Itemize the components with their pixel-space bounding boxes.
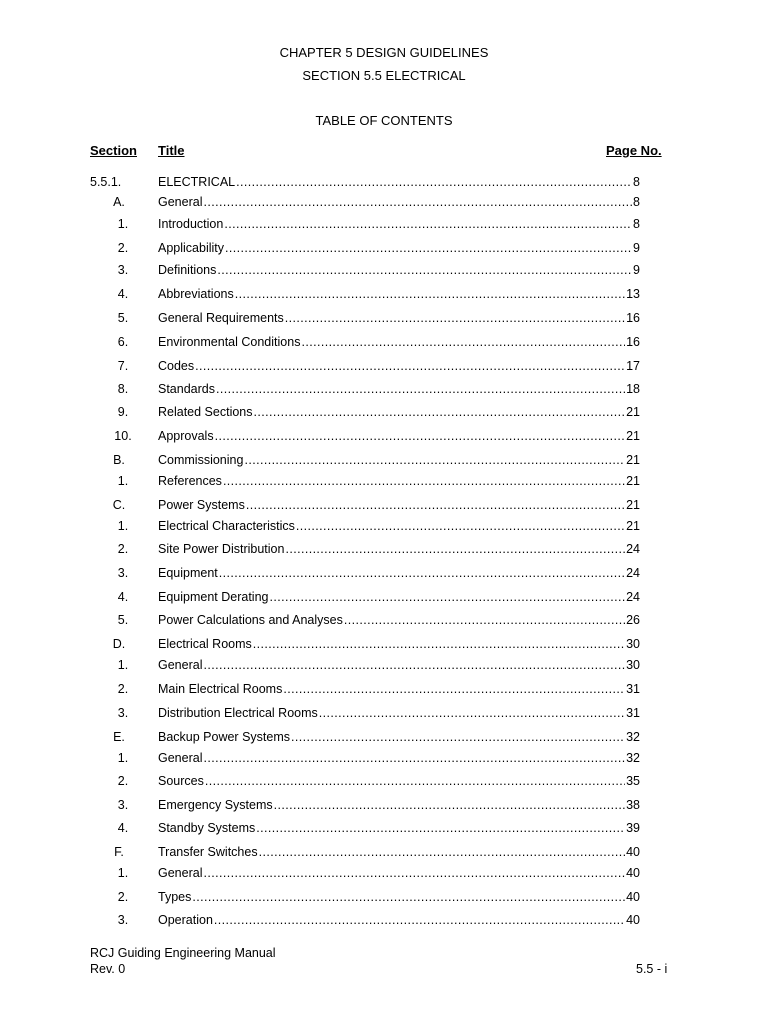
toc-entry-number: B. bbox=[113, 453, 125, 467]
column-header-title: Title bbox=[158, 143, 185, 158]
toc-entry-page: 24 bbox=[626, 566, 640, 580]
toc-entry-title: Related Sections bbox=[158, 405, 253, 419]
toc-entry-title: Approvals bbox=[158, 429, 214, 443]
toc-entry-page: 24 bbox=[626, 542, 640, 556]
dot-leader bbox=[291, 729, 625, 745]
dot-leader bbox=[219, 565, 625, 581]
toc-entry-title: Sources bbox=[158, 774, 204, 788]
toc-entry bbox=[0, 657, 768, 673]
toc-entry-number: 1. bbox=[117, 519, 129, 533]
toc-entry-number: 1. bbox=[117, 658, 129, 672]
dot-leader bbox=[223, 473, 625, 489]
toc-entry-number: 1. bbox=[117, 474, 129, 488]
toc-entry-title: General Requirements bbox=[158, 311, 284, 325]
toc-entry bbox=[0, 174, 768, 190]
toc-entry-page: 35 bbox=[626, 774, 640, 788]
toc-entry-page: 39 bbox=[626, 821, 640, 835]
toc-entry bbox=[0, 216, 768, 232]
dot-leader bbox=[259, 844, 626, 860]
toc-entry-title: Power Calculations and Analyses bbox=[158, 613, 343, 627]
toc-entry-title: Equipment Derating bbox=[158, 590, 269, 604]
toc-entry bbox=[0, 381, 768, 397]
toc-entry-title: Transfer Switches bbox=[158, 845, 258, 859]
toc-entry-page: 21 bbox=[626, 429, 640, 443]
toc-entry-number: 2. bbox=[117, 682, 129, 696]
toc-entry-page: 24 bbox=[626, 590, 640, 604]
toc-entry bbox=[0, 310, 768, 326]
toc-entry-page: 32 bbox=[626, 730, 640, 744]
toc-entry-title: Abbreviations bbox=[158, 287, 234, 301]
toc-entry-page: 17 bbox=[626, 359, 640, 373]
dot-leader bbox=[301, 334, 625, 350]
toc-entry-title: Types bbox=[158, 890, 192, 904]
toc-entry-title: Emergency Systems bbox=[158, 798, 273, 812]
toc-entry-page: 21 bbox=[626, 453, 640, 467]
toc-entry bbox=[0, 541, 768, 557]
toc-entry-title: Main Electrical Rooms bbox=[158, 682, 283, 696]
toc-entry-number: 9. bbox=[117, 405, 129, 419]
dot-leader bbox=[224, 216, 632, 232]
toc-entry-page: 26 bbox=[626, 613, 640, 627]
toc-title: TABLE OF CONTENTS bbox=[315, 113, 453, 128]
toc-entry-page: 30 bbox=[626, 658, 640, 672]
toc-entry-number: 4. bbox=[117, 590, 129, 604]
toc-entry-page: 21 bbox=[626, 519, 640, 533]
toc-entry bbox=[0, 705, 768, 721]
toc-entry-page: 16 bbox=[626, 311, 640, 325]
toc-entry-number: 2. bbox=[117, 774, 129, 788]
toc-entry-number: D. bbox=[112, 637, 126, 651]
toc-entry bbox=[0, 452, 768, 468]
dot-leader bbox=[285, 310, 625, 326]
toc-entry bbox=[0, 750, 768, 766]
dot-leader bbox=[217, 262, 632, 278]
toc-entry bbox=[0, 865, 768, 881]
dot-leader bbox=[205, 773, 625, 789]
toc-entry bbox=[0, 286, 768, 302]
footer-manual: RCJ Guiding Engineering Manual bbox=[90, 946, 276, 960]
dot-leader bbox=[344, 612, 625, 628]
toc-entry-number: F. bbox=[114, 845, 124, 859]
toc-entry bbox=[0, 820, 768, 836]
toc-entry-number: 3. bbox=[117, 706, 129, 720]
dot-leader bbox=[192, 889, 625, 905]
dot-leader bbox=[244, 452, 625, 468]
toc-entry-number: 3. bbox=[117, 913, 129, 927]
toc-entry bbox=[0, 729, 768, 745]
toc-entry-number: 3. bbox=[117, 798, 129, 812]
dot-leader bbox=[235, 286, 625, 302]
dot-leader bbox=[319, 705, 625, 721]
toc-entry bbox=[0, 240, 768, 256]
toc-entry bbox=[0, 565, 768, 581]
toc-entry-page: 13 bbox=[626, 287, 640, 301]
toc-entry-page: 40 bbox=[626, 866, 640, 880]
toc-entry-page: 32 bbox=[626, 751, 640, 765]
dot-leader bbox=[203, 194, 632, 210]
toc-entry-number: 3. bbox=[117, 566, 129, 580]
toc-entry-number: C. bbox=[112, 498, 126, 512]
toc-entry-number: 2. bbox=[117, 890, 129, 904]
column-header-section: Section bbox=[90, 143, 137, 158]
dot-leader bbox=[203, 865, 625, 881]
dot-leader bbox=[236, 174, 632, 190]
footer-revision: Rev. 0 bbox=[90, 962, 126, 976]
toc-entry-number: 1. bbox=[117, 866, 129, 880]
toc-entry bbox=[0, 797, 768, 813]
toc-entry-title: Backup Power Systems bbox=[158, 730, 290, 744]
toc-entry-number: 5. bbox=[117, 311, 129, 325]
toc-entry bbox=[0, 612, 768, 628]
toc-entry-number: 2. bbox=[117, 241, 129, 255]
toc-entry-number: 2. bbox=[117, 542, 129, 556]
toc-entry bbox=[0, 194, 768, 210]
dot-leader bbox=[203, 657, 625, 673]
toc-entry-title: Electrical Characteristics bbox=[158, 519, 295, 533]
toc-entry bbox=[0, 889, 768, 905]
toc-entry-number: 10. bbox=[114, 429, 132, 443]
toc-entry-title: ELECTRICAL bbox=[158, 175, 236, 189]
toc-entry bbox=[0, 636, 768, 652]
toc-entry-page: 16 bbox=[626, 335, 640, 349]
dot-leader bbox=[283, 681, 625, 697]
toc-entry-page: 21 bbox=[626, 405, 640, 419]
chapter-heading: CHAPTER 5 DESIGN GUIDELINES bbox=[279, 45, 489, 60]
toc-entry-title: Commissioning bbox=[158, 453, 244, 467]
dot-leader bbox=[296, 518, 625, 534]
toc-entry-title: Site Power Distribution bbox=[158, 542, 285, 556]
dot-leader bbox=[215, 428, 626, 444]
toc-entry-page: 9 bbox=[633, 241, 640, 255]
toc-entry-page: 31 bbox=[626, 682, 640, 696]
toc-entry-number: 1. bbox=[117, 751, 129, 765]
dot-leader bbox=[253, 636, 625, 652]
toc-entry bbox=[0, 518, 768, 534]
dot-leader bbox=[214, 912, 625, 928]
toc-entry-page: 8 bbox=[633, 175, 640, 189]
toc-entry-number: A. bbox=[113, 195, 125, 209]
toc-entry-title: Environmental Conditions bbox=[158, 335, 301, 349]
toc-entry-number: 7. bbox=[117, 359, 129, 373]
dot-leader bbox=[195, 358, 625, 374]
dot-leader bbox=[203, 750, 625, 766]
toc-entry-page: 30 bbox=[626, 637, 640, 651]
toc-entry-title: Codes bbox=[158, 359, 195, 373]
dot-leader bbox=[246, 497, 625, 513]
toc-entry-page: 40 bbox=[626, 845, 640, 859]
dot-leader bbox=[254, 404, 626, 420]
toc-entry-number: 4. bbox=[117, 287, 129, 301]
toc-entry bbox=[0, 844, 768, 860]
toc-entry bbox=[0, 912, 768, 928]
dot-leader bbox=[285, 541, 625, 557]
toc-entry-page: 21 bbox=[626, 498, 640, 512]
toc-entry-number: 5.5.1. bbox=[90, 175, 122, 189]
toc-entry-title: Standards bbox=[158, 382, 215, 396]
toc-entry-title: Electrical Rooms bbox=[158, 637, 252, 651]
toc-entry-title: General bbox=[158, 751, 203, 765]
dot-leader bbox=[225, 240, 632, 256]
toc-entry bbox=[0, 773, 768, 789]
toc-entry-page: 31 bbox=[626, 706, 640, 720]
toc-entry-page: 18 bbox=[626, 382, 640, 396]
toc-entry bbox=[0, 428, 768, 444]
dot-leader bbox=[269, 589, 625, 605]
toc-entry-number: E. bbox=[113, 730, 125, 744]
toc-entry-title: General bbox=[158, 195, 203, 209]
toc-entry bbox=[0, 589, 768, 605]
toc-entry-title: General bbox=[158, 866, 203, 880]
toc-entry-number: 3. bbox=[117, 263, 129, 277]
toc-entry-title: References bbox=[158, 474, 222, 488]
toc-entry-title: Applicability bbox=[158, 241, 225, 255]
dot-leader bbox=[216, 381, 625, 397]
toc-entry-page: 8 bbox=[633, 217, 640, 231]
toc-entry-title: Definitions bbox=[158, 263, 217, 277]
toc-entry-page: 21 bbox=[626, 474, 640, 488]
section-heading: SECTION 5.5 ELECTRICAL bbox=[302, 68, 466, 83]
toc-entry bbox=[0, 358, 768, 374]
toc-entry bbox=[0, 681, 768, 697]
footer-page-number: 5.5 - i bbox=[636, 962, 668, 976]
toc-entry bbox=[0, 404, 768, 420]
toc-entry-number: 4. bbox=[117, 821, 129, 835]
toc-entry-number: 6. bbox=[117, 335, 129, 349]
toc-entry-page: 38 bbox=[626, 798, 640, 812]
dot-leader bbox=[274, 797, 625, 813]
toc-entry-page: 8 bbox=[633, 195, 640, 209]
toc-entry-page: 9 bbox=[633, 263, 640, 277]
toc-entry bbox=[0, 473, 768, 489]
toc-entry-title: Equipment bbox=[158, 566, 218, 580]
toc-entry-page: 40 bbox=[626, 890, 640, 904]
toc-entry bbox=[0, 262, 768, 278]
toc-entry-title: Standby Systems bbox=[158, 821, 256, 835]
toc-entry-number: 5. bbox=[117, 613, 129, 627]
toc-entry-title: Distribution Electrical Rooms bbox=[158, 706, 318, 720]
toc-entry-title: Power Systems bbox=[158, 498, 245, 512]
toc-entry-title: Introduction bbox=[158, 217, 224, 231]
toc-entry-page: 40 bbox=[626, 913, 640, 927]
toc-entry bbox=[0, 497, 768, 513]
dot-leader bbox=[256, 820, 625, 836]
toc-entry-title: Operation bbox=[158, 913, 213, 927]
toc-entry-number: 1. bbox=[117, 217, 129, 231]
toc-entry-number: 8. bbox=[117, 382, 129, 396]
toc-entry-title: General bbox=[158, 658, 203, 672]
column-header-page: Page No. bbox=[606, 143, 662, 158]
toc-entry bbox=[0, 334, 768, 350]
